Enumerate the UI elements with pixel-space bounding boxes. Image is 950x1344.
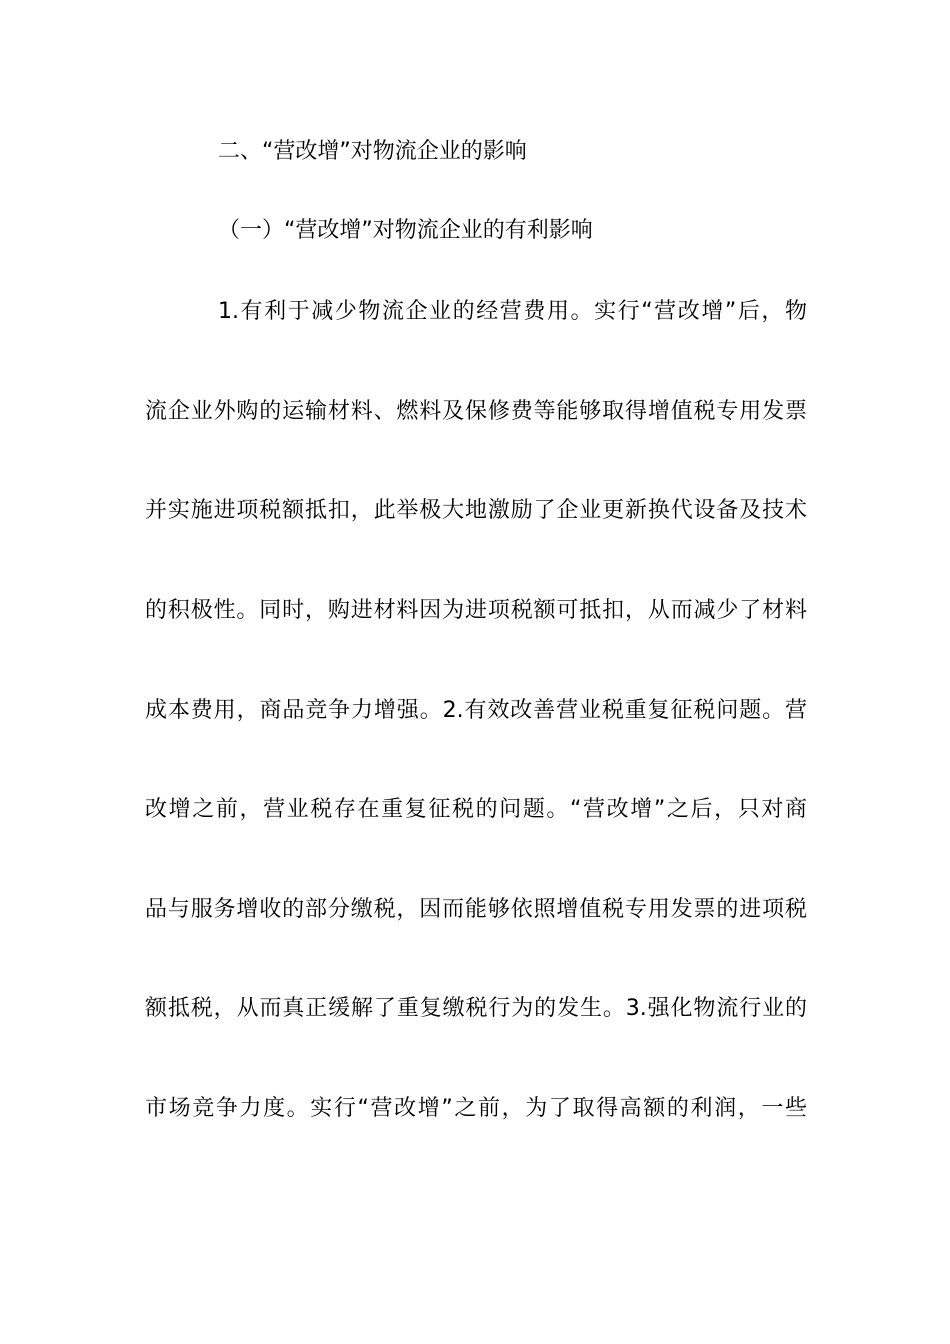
section-heading: 二、“营改增”对物流企业的影响 [218, 139, 527, 164]
subsection-heading: （一）“营改增”对物流企业的有利影响 [218, 218, 593, 243]
body-line: 1.有利于减少物流企业的经营费用。实行“营改增”后，物 [218, 299, 807, 324]
body-line: 品与服务增收的部分缴税，因而能够依照增值税专用发票的进项税 [145, 897, 807, 922]
body-line: 市场竞争力度。实行“营改增”之前，为了取得高额的利润，一些 [145, 1096, 807, 1121]
body-line: 成本费用，商品竞争力增强。2.有效改善营业税重复征税问题。营 [145, 698, 807, 723]
body-line: 改增之前，营业税存在重复征税的问题。“营改增”之后，只对商 [145, 797, 807, 822]
body-line: 并实施进项税额抵扣，此举极大地激励了企业更新换代设备及技术 [145, 498, 807, 523]
body-line: 流企业外购的运输材料、燃料及保修费等能够取得增值税专用发票 [145, 399, 807, 424]
body-line: 额抵税，从而真正缓解了重复缴税行为的发生。3.强化物流行业的 [145, 996, 807, 1021]
body-line: 的积极性。同时，购进材料因为进项税额可抵扣，从而减少了材料 [145, 598, 807, 623]
